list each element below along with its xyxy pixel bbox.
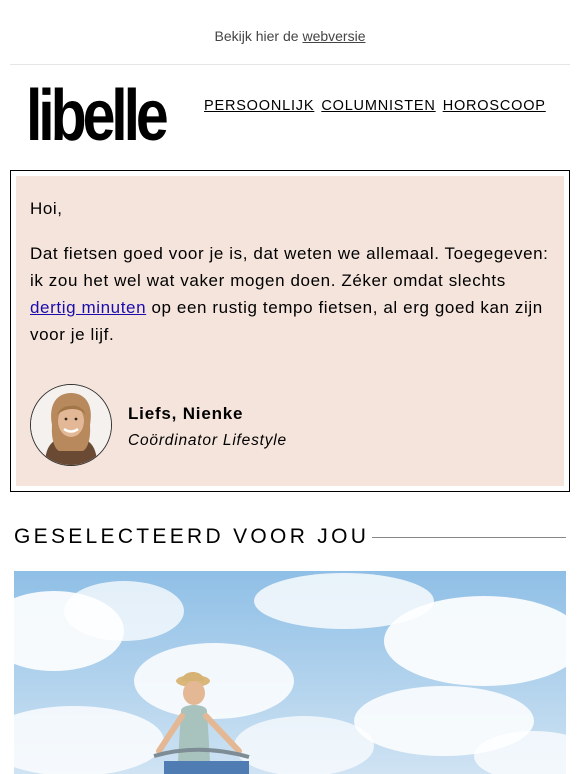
libelle-logo[interactable]: libelle xyxy=(26,76,165,156)
signature-name: Liefs, Nienke xyxy=(128,404,244,423)
preheader xyxy=(0,28,580,44)
avatar xyxy=(30,384,112,466)
webversion-link[interactable]: webversie xyxy=(302,28,366,44)
signature-role: Coördinator Lifestyle xyxy=(128,432,287,449)
header-divider xyxy=(10,64,570,65)
nav-item-columnisten[interactable]: COLUMNISTEN xyxy=(321,98,436,114)
section-title: GESELECTEERD VOOR JOU xyxy=(14,525,370,548)
preheader-text: Bekijk hier de xyxy=(214,28,299,44)
nav-item-horoscoop[interactable]: HOROSCOOP xyxy=(442,98,546,114)
hero-image-cyclist[interactable] xyxy=(14,571,566,774)
nav-item-persoonlijk[interactable]: PERSOONLIJK xyxy=(204,98,315,114)
intro-text xyxy=(30,240,555,348)
intro-box xyxy=(10,170,570,492)
intro-text-before: Dat fietsen goed voor je is, dat weten we allemaal. Toegegeven: ik zou het wel wat vaker mogen doen. Zéker omdat slechts xyxy=(30,244,549,290)
intro-text-after: op een rustig tempo fietsen, al erg goed kan zijn voor je lijf. xyxy=(30,298,543,344)
section-divider xyxy=(372,537,566,538)
top-navigation xyxy=(204,98,546,114)
intro-panel xyxy=(16,176,564,486)
greeting: Hoi, xyxy=(30,199,63,218)
dertig-minuten-link[interactable]: dertig minuten xyxy=(30,298,147,317)
